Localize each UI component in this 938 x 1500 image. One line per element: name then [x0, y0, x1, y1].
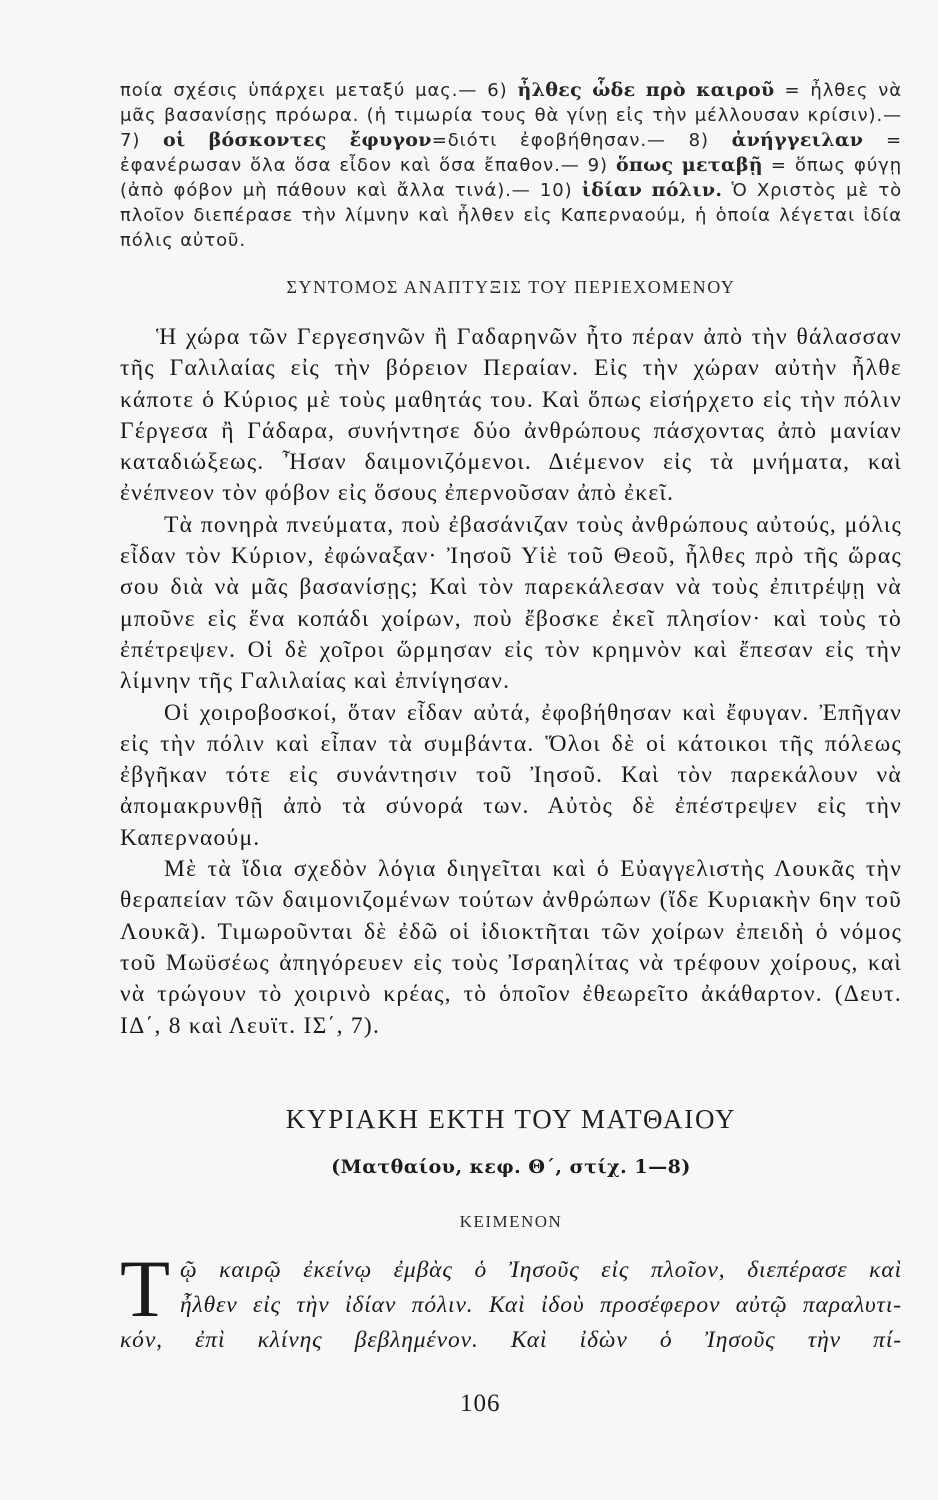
sunday-title: ΚΥΡΙΑΚΗ ΕΚΤΗ ΤΟΥ ΜΑΤΘΑΙΟΥ — [285, 1104, 737, 1134]
notes-term: ἰδίαν πόλιν. — [581, 179, 723, 201]
summary-heading: ΣΥΝΤΟΜΟΣ ΑΝΑΠΤΥΞΙΣ ΤΟΥ ΠΕΡΙΕΧΟΜΕΝΟΥ — [286, 277, 736, 297]
summary-paragraph-4: Μὲ τὰ ἴδια σχεδὸν λόγια διηγεῖται καὶ ὁ Εὐαγγελιστὴς Λουκᾶς τὴν θεραπείαν τῶν δαιμονιζομένων τούτων ἀνθρώπων (ἴδε Κυριακὴν 6ην τοῦ Λουκᾶ). Τιμωροῦνται δὲ ἐδῶ οἱ ἰδιοκτῆται τῶν χοίρων ἐπειδὴ ὁ νόμος τοῦ Μωϋσέως ἀπηγόρευεν εἰς τοὺς Ἰσραηλίτας νὰ τρέφουν χοίρους, καὶ νὰ τρώγουν τὸ χοιρινὸ κρέας, τὸ ὁποῖον ἐθεωρεῖτο ἀκάθαρτον. (Δευτ. ΙΔ΄, 8 καὶ Λευϊτ. ΙΣ΄, 7). — [120, 856, 902, 1039]
notes-text: =διότι ἐφοβήθησαν.— 8) — [431, 130, 732, 151]
notes-term: ὅπως μεταβῇ — [615, 154, 763, 176]
notes-text: = ἐφανέρωσαν ὅλα ὅσα εἶδον καὶ ὅσα ἔπαθον.— 9) — [120, 130, 902, 176]
notes-paragraph — [120, 78, 902, 253]
page-number: 106 — [460, 1390, 501, 1417]
gospel-text — [120, 1253, 902, 1358]
drop-cap-letter: Τ — [120, 1243, 171, 1334]
notes-text: = ἦλθες νὰ μᾶς βασανίσῃς πρόωρα. (ἡ τιμωρία τους θὰ γίνῃ εἰς τὴν μέλλουσαν κρίσιν).— 7) — [120, 80, 903, 151]
gospel-text-line-1: ῷ καιρῷ ἐκείνῳ ἐμβὰς ὁ Ἰησοῦς εἰς πλοῖον, διεπέρασε καὶ — [180, 1257, 902, 1283]
summary-paragraph-1: Ἡ χώρα τῶν Γεργεσηνῶν ἢ Γαδαρηνῶν ἦτο πέραν ἀπὸ τὴν θάλασσαν τῆς Γαλιλαίας εἰς τὴν βόρειον Περαίαν. Εἰς τὴν χώραν αὐτὴν ἦλθε κάποτε ὁ Κύριος μὲ τοὺς μαθητάς του. Καὶ ὅπως εἰσήρχετο εἰς τὴν πόλιν Γέργεσα ἢ Γάδαρα, συνήντησε δύο ἀνθρώπους πάσχοντας ἀπὸ μανίαν καταδιώξεως. Ἦσαν δαιμονιζόμενοι. Διέμενον εἰς τὰ μνήματα, καὶ ἐνέπνεον τὸν φόβον εἰς ὅσους ἐπερνοῦσαν ἀπὸ ἐκεῖ. — [120, 324, 902, 507]
notes-text: = ὅπως φύγῃ (ἀπὸ φόβον μὴ πάθουν καὶ ἄλλα τινά).— 10) — [120, 155, 902, 201]
summary-paragraph-2: Τὰ πονηρὰ πνεύματα, ποὺ ἐβασάνιζαν τοὺς ἀνθρώπους αὐτούς, μόλις εἶδαν τὸν Κύριον, ἐφώναξαν· Ἰησοῦ Υἱὲ τοῦ Θεοῦ, ἦλθες πρὸ τῆς ὥρας σου διὰ νὰ μᾶς βασανίσῃς; Καὶ τὸν παρεκάλεσαν νὰ τοὺς ἐπιτρέψῃ νὰ μποῦνε εἰς ἕνα κοπάδι χοίρων, ποὺ ἔβοσκε ἐκεῖ πλησίον· καὶ τοὺς τὸ ἐπέτρεψεν. Οἱ δὲ χοῖροι ὥρμησαν εἰς τὸν κρημνὸν καὶ ἔπεσαν εἰς τὴν λίμνην τῆς Γαλιλαίας καὶ ἐπνίγησαν. — [120, 511, 902, 695]
summary-section — [120, 322, 902, 1042]
gospel-text-line-3: κόν, ἐπὶ κλίνης βεβλημένον. Καὶ ἰδὼν ὁ Ἰησοῦς τὴν πί- — [120, 1327, 902, 1353]
notes-term: ἦλθες ὧδε πρὸ καιροῦ — [517, 79, 775, 101]
notes-text: Ὁ Χριστὸς μὲ τὸ πλοῖον διεπέρασε τὴν λίμνην καὶ ἦλθεν εἰς Καπερναούμ, ἡ ὁποία λέγεται ἰδία πόλις αὐτοῦ. — [120, 180, 902, 251]
notes-term: ἀνήγγειλαν — [731, 129, 864, 151]
gospel-text-line-2: ἦλθεν εἰς τὴν ἰδίαν πόλιν. Καὶ ἰδοὺ προσέφερον αὐτῷ παραλυτι- — [180, 1292, 902, 1318]
summary-paragraph-3: Οἱ χοιροβοσκοί, ὅταν εἶδαν αὐτά, ἐφοβήθησαν καὶ ἔφυγαν. Ἐπῆγαν εἰς τὴν πόλιν καὶ εἶπαν τὰ συμβάντα. Ὅλοι δὲ οἱ κάτοικοι τῆς πόλεως ἐβγῆκαν τότε εἰς συνάντησιν τοῦ Ἰησοῦ. Καὶ τὸν παρεκάλουν νὰ ἀπομακρυνθῇ ἀπὸ τὰ σύνορά των. Αὐτὸς δὲ ἐπέστρεψεν εἰς τὴν Καπερναούμ. — [120, 699, 902, 851]
text-heading: ΚΕΙΜΕΝΟΝ — [459, 1212, 563, 1231]
notes-text: ποία σχέσις ὑπάρχει μεταξύ μας.— 6) — [120, 80, 518, 101]
scripture-reference: (Ματθαίου, κεφ. Θ΄, στίχ. 1—8) — [331, 1156, 691, 1178]
notes-term: οἱ βόσκοντες ἔφυγον — [163, 129, 432, 151]
